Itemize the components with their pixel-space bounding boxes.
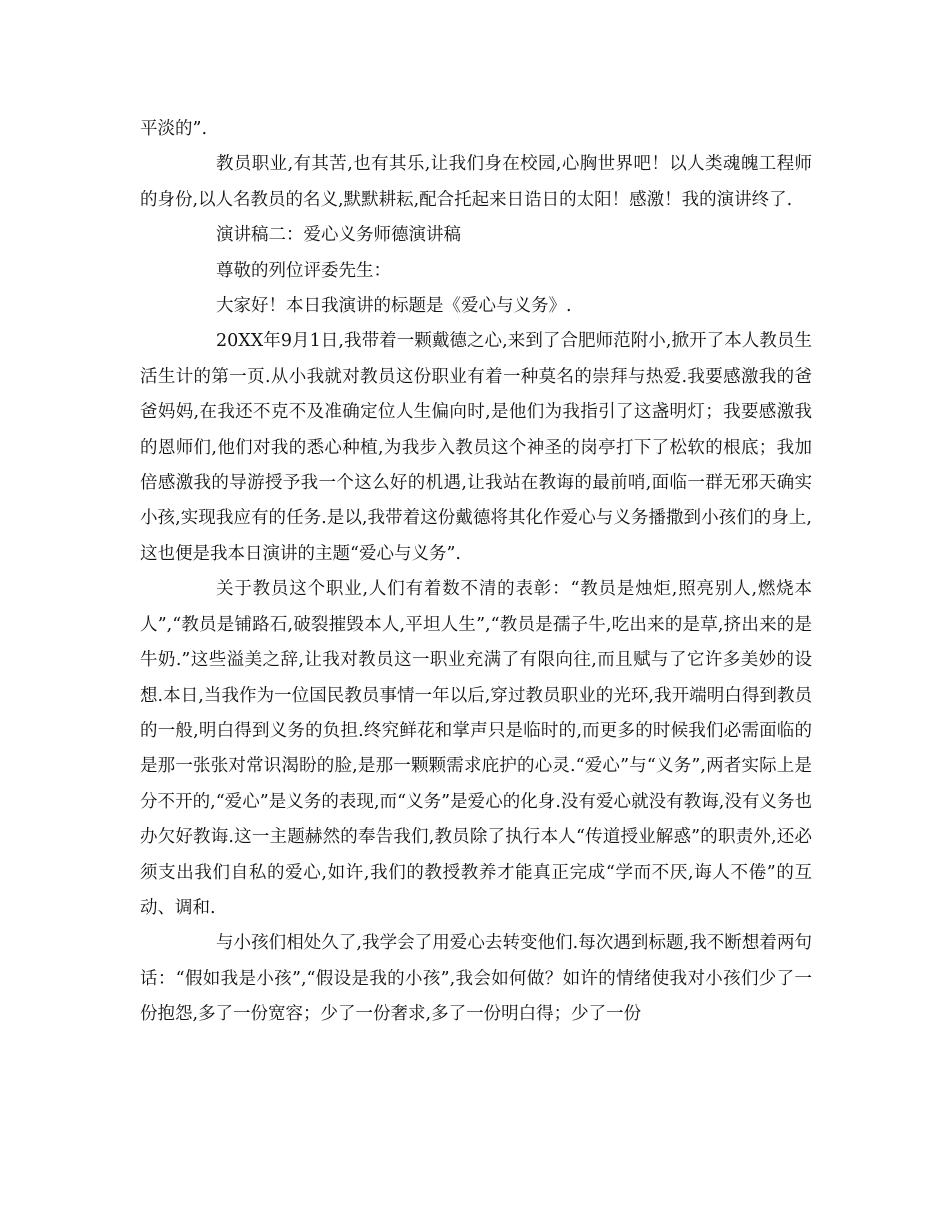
paragraph-5: 大家好！本日我演讲的标题是《爱心与义务》. [216, 296, 572, 317]
paragraph-3: 演讲稿二：爱心义务师德演讲稿 [216, 225, 461, 246]
paragraph-6: 20XX年9月1日,我带着一颗戴德之心,来到了合肥师范附小,掀开了本人教员生活生计的第一页.从小我就对教员这份职业有着一种莫名的崇拜与热爱.我要感激我的爸爸妈妈,在我还不克不及准确定位人生偏向时,是他们为我指引了这盏明灯；我要感激我的恩师们,他们对我的悉心种植,为我步入教员这个神圣的岗亭打下了松软的根底；我加倍感激我的导游授予我一个这么好的机遇,让我站在教诲的最前哨,面临一群无邪天确实小孩,实现我应有的任务.是以,我带着这份戴德将其化作爱心与义务播撒到小孩们的身上,这也便是我本日演讲的主题“爱心与义务”. [140, 331, 812, 564]
paragraph-2: 教员职业,有其苦,也有其乐,让我们身在校园,心胸世界吧！以人类魂魄工程师的身份,以人名教员的名义,默默耕耘,配合托起来日诰日的太阳！感激！我的演讲终了. [140, 154, 812, 210]
paragraph-1: 平淡的”. [140, 119, 208, 139]
paragraph-8: 与小孩们相处久了,我学会了用爱心去转变他们.每次遇到标题,我不断想着两句话：“假如我是小孩”,“假设是我的小孩”,我会如何做？如许的情绪使我对小孩们少了一份抱怨,多了一份宽容；少了一份奢求,多了一份明白得；少了一份 [140, 933, 812, 1025]
paragraph-7: 关于教员这个职业,人们有着数不清的表彰：“教员是烛炬,照亮别人,燃烧本人”,“教员是铺路石,破裂摧毁本人,平坦人生”,“教员是孺子牛,吃出来的是草,挤出来的是牛奶.”这些溢美之辞,让我对教员这一职业充满了有限向往,而且赋与了它许多美妙的设想.本日,当我作为一位国民教员事情一年以后,穿过教员职业的光环,我开端明白得到教员的一般,明白得到义务的负担.终究鲜花和掌声只是临时的,而更多的时候我们必需面临的是那一张张对常识渴盼的脸,是那一颗颗需求庇护的心灵.“爱心”与“义务”,两者实际上是分不开的,“爱心”是义务的表现,而“义务”是爱心的化身.没有爱心就没有教诲,没有义务也办欠好教诲.这一主题赫然的奉告我们,教员除了执行本人“传道授业解惑”的职责外,还必须支出我们自私的爱心,如许,我们的教授教养才能真正完成“学而不厌,诲人不倦”的互动、调和. [140, 579, 812, 918]
document-body [140, 112, 812, 1033]
paragraph-4: 尊敬的列位评委先生： [216, 260, 391, 281]
